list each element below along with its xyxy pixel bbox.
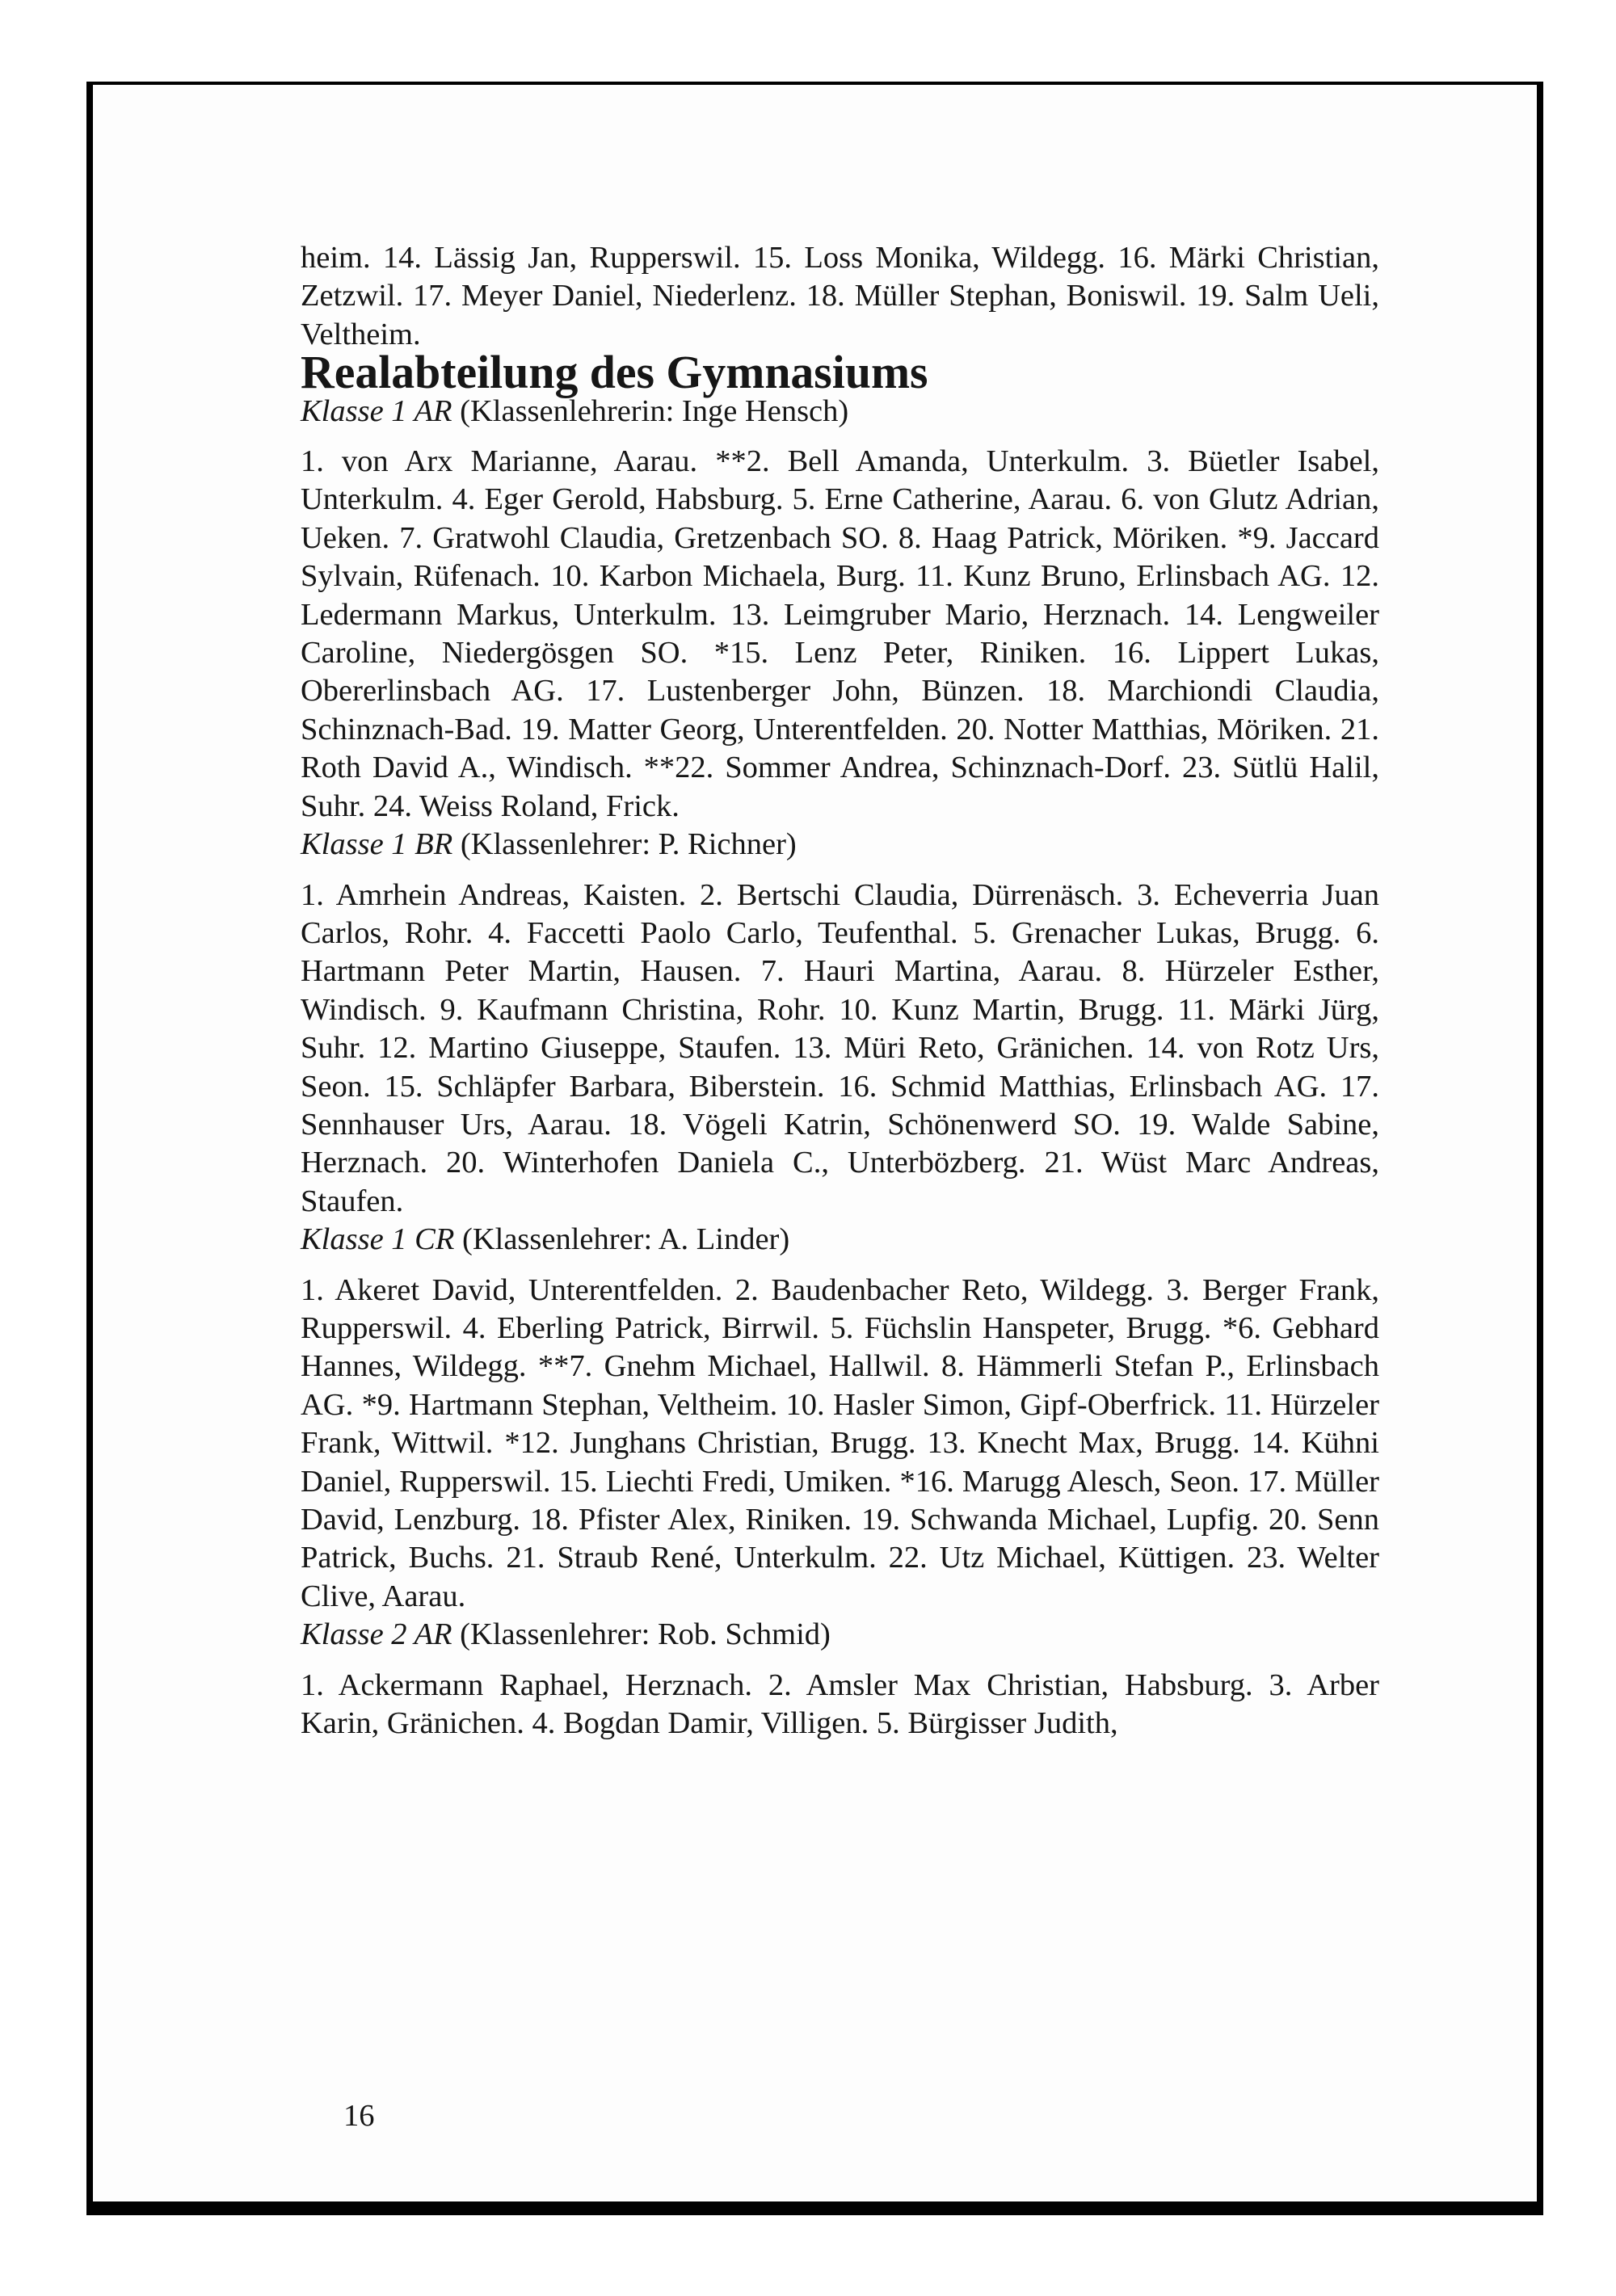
student-list-1cr: 1. Akeret David, Unterentfelden. 2. Baudenbacher Reto, Wildegg. 3. Berger Frank, Rupperswil. 4. Eberling Patrick, Birrwil. 5. Füchslin Hanspeter, Brugg. *6. Gebhard Hannes, Wildegg. **7. Gnehm Michael, Hallwil. 8. Hämmerli Stefan P., Erlinsbach AG. *9. Hartmann Stephan, Veltheim. 10. Hasler Simon, Gipf-Oberfrick. 11. Hürzeler Frank, Wittwil. *12. Junghans Christian, Brugg. 13. Knecht Max, Brugg. 14. Kühni Daniel, Rupperswil. 15. Liechti Fredi, Umiken. *16. Marugg Alesch, Seon. 17. Müller David, Lenzburg. 18. Pfister Alex, Riniken. 19. Schwanda Michael, Lupfig. 20. Senn Patrick, Buchs. 21. Straub René, Unterkulm. 22. Utz Michael, Küttigen. 23. Welter Clive, Aarau. xyxy=(301,1272,1379,1613)
class-name: Klasse 1 CR xyxy=(301,1222,455,1257)
page-number: 16 xyxy=(343,2099,375,2133)
student-list-1ar: 1. von Arx Marianne, Aarau. **2. Bell Amanda, Unterkulm. 3. Büetler Isabel, Unterkulm. 4. Eger Gerold, Habsburg. 5. Erne Catherine, Aarau. 6. von Glutz Adrian, Ueken. 7. Gratwohl Claudia, Gretzenbach SO. 8. Haag Patrick, Möriken. *9. Jaccard Sylvain, Rüfenach. 10. Karbon Michaela, Burg. 11. Kunz Bruno, Erlinsbach AG. 12. Ledermann Markus, Unterkulm. 13. Leimgruber Mario, Herznach. 14. Lengweiler Caroline, Niedergösgen SO. *15. Lenz Peter, Riniken. 16. Lippert Lukas, Obererlinsbach AG. 17. Lustenberger John, Bünzen. 18. Marchiondi Claudia, Schinznach-Bad. 19. Matter Georg, Unterentfelden. 20. Notter Matthias, Möriken. 21. Roth David A., Windisch. **22. Sommer Andrea, Schinznach-Dorf. 23. Sütlü Halil, Suhr. 24. Weiss Roland, Frick. xyxy=(301,444,1379,823)
document-page xyxy=(93,85,1537,2201)
class-teacher: (Klassenlehrer: A. Linder) xyxy=(454,1222,790,1257)
class-teacher: (Klassenlehrer: Rob. Schmid) xyxy=(452,1617,831,1652)
class-name: Klasse 2 AR xyxy=(301,1617,452,1652)
intro-paragraph: heim. 14. Lässig Jan, Rupperswil. 15. Loss Monika, Wildegg. 16. Märki Christian, Zetzwil. 17. Meyer Daniel, Niederlenz. 18. Müller Stephan, Boniswil. 19. Salm Ueli, Veltheim. xyxy=(301,241,1379,351)
student-list-1br: 1. Amrhein Andreas, Kaisten. 2. Bertschi Claudia, Dürrenäsch. 3. Echeverria Juan Carlos, Rohr. 4. Faccetti Paolo Carlo, Teufenthal. 5. Grenacher Lukas, Brugg. 6. Hartmann Peter Martin, Hausen. 7. Hauri Martina, Aarau. 8. Hürzeler Esther, Windisch. 9. Kaufmann Christina, Rohr. 10. Kunz Martin, Brugg. 11. Märki Jürg, Suhr. 12. Martino Giuseppe, Staufen. 13. Müri Reto, Gränichen. 14. von Rotz Urs, Seon. 15. Schläpfer Barbara, Biberstein. 16. Schmid Matthias, Erlinsbach AG. 17. Sennhauser Urs, Aarau. 18. Vögeli Katrin, Schönenwerd SO. 19. Walde Sabine, Herznach. 20. Winterhofen Daniela C., Unterbözberg. 21. Wüst Marc Andreas, Staufen. xyxy=(301,877,1379,1218)
section-heading: Realabteilung des Gymnasiums xyxy=(301,347,928,399)
student-list-2ar: 1. Ackermann Raphael, Herznach. 2. Amsler Max Christian, Habsburg. 3. Arber Karin, Gränichen. 4. Bogdan Damir, Villigen. 5. Bürgisser Judith, xyxy=(301,1667,1379,1741)
class-heading-2ar xyxy=(301,1616,1379,1654)
class-teacher: (Klassenlehrerin: Inge Hensch) xyxy=(452,393,849,428)
page-content xyxy=(301,239,1379,1743)
class-name: Klasse 1 BR xyxy=(301,827,453,862)
class-heading-1ar xyxy=(301,393,1379,431)
class-heading-1cr xyxy=(301,1221,1379,1259)
class-name: Klasse 1 AR xyxy=(301,393,452,428)
class-heading-1br xyxy=(301,826,1379,864)
scan-frame xyxy=(86,82,1543,2215)
class-teacher: (Klassenlehrer: P. Richner) xyxy=(452,827,797,862)
